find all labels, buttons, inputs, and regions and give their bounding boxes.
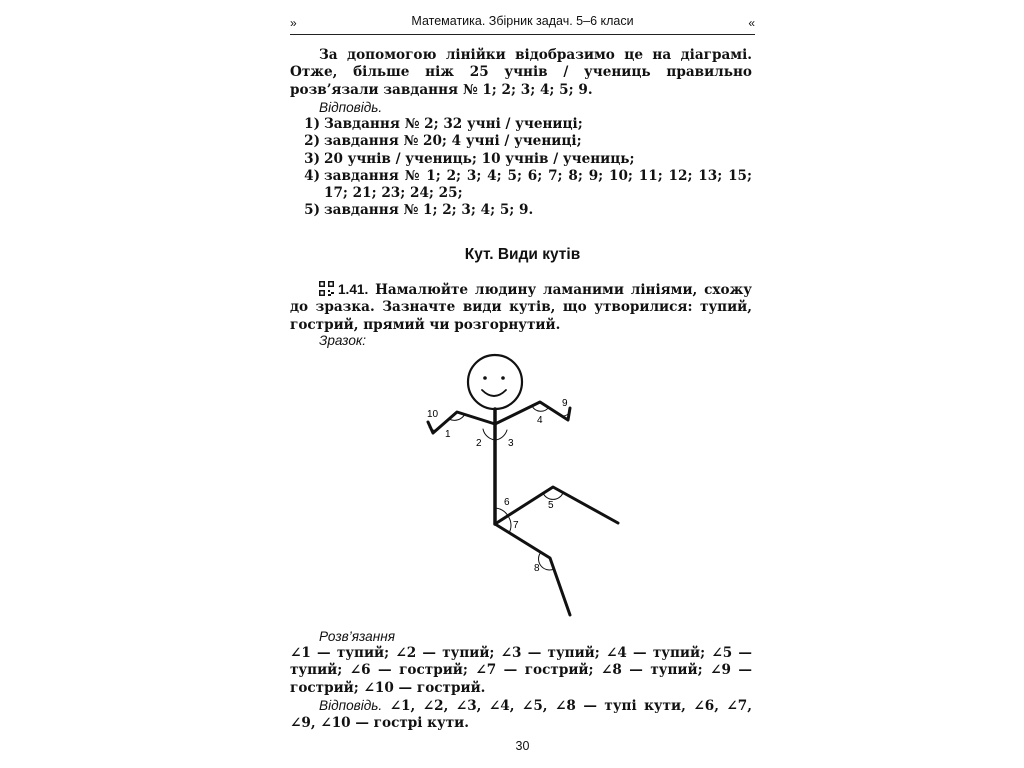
angle-label: 7 xyxy=(513,520,519,531)
solution-label-wrap xyxy=(290,628,752,646)
list-text: Завдання № 2; 32 учні / учениці; xyxy=(324,116,583,132)
angle-arc-2 xyxy=(483,429,495,440)
head xyxy=(468,355,522,409)
list-text: завдання № 1; 2; 3; 4; 5; 9. xyxy=(324,202,534,219)
solution-label: Розв’язання xyxy=(319,629,395,644)
right-leg xyxy=(495,487,618,524)
angle-arc-5 xyxy=(543,493,563,499)
list-num: 3) xyxy=(304,150,320,167)
solution-answer-label: Відповідь. xyxy=(319,698,383,713)
stick-figure-diagram xyxy=(410,350,630,620)
intro-paragraph: За допомогою лінійки відобразимо це на діаграмі. Отже, більше ніж 25 учнів / учениць правильно розв’язали завдання № 1; 2; 3; 4; 5; 9. xyxy=(290,47,752,98)
header-quote-right: « xyxy=(748,16,755,30)
header-quote-left: » xyxy=(290,16,297,30)
left-leg xyxy=(495,524,570,615)
list-text: 20 учнів / учениць; 10 учнів / учениць; xyxy=(324,150,635,167)
page-number: 30 xyxy=(515,739,530,753)
problem-text: Намалюйте людину ламаними лініями, схожу до зразка. Зазначте види кутів, що утворилися: тупий, гострий, прямий чи розгорнутий. xyxy=(290,282,752,333)
list-item xyxy=(290,133,752,150)
answer-label-wrap xyxy=(290,99,752,117)
answer-label: Відповідь. xyxy=(319,100,383,115)
page xyxy=(290,0,755,768)
list-num: 5) xyxy=(304,202,320,219)
list-text: завдання № 20; 4 учні / учениці; xyxy=(324,133,582,150)
answer-list xyxy=(290,116,752,220)
sample-label-wrap xyxy=(290,332,752,350)
section-title: Кут. Види кутів xyxy=(464,246,581,263)
list-num: 1) xyxy=(304,116,320,132)
sample-label: Зразок: xyxy=(319,333,367,348)
angle-arc-3 xyxy=(495,430,507,440)
angle-arc-6 xyxy=(495,508,508,516)
angle-label: 3 xyxy=(508,438,514,449)
list-item xyxy=(290,168,752,203)
running-header xyxy=(290,12,755,35)
angle-label: 1 xyxy=(445,429,451,440)
list-item xyxy=(290,116,752,133)
list-num: 4) xyxy=(304,167,320,184)
right-eye xyxy=(501,376,505,380)
list-item xyxy=(290,151,752,168)
solution-answer-text: ∠1, ∠2, ∠3, ∠4, ∠5, ∠8 — тупі кути, ∠6, ∠7, ∠9, ∠10 — гострі кути. xyxy=(290,698,752,732)
angle-label: 8 xyxy=(534,563,540,574)
right-arm xyxy=(495,402,570,424)
left-eye xyxy=(483,376,487,380)
angle-label: 9 xyxy=(562,398,568,409)
angle-label: 5 xyxy=(548,500,554,511)
angle-label: 6 xyxy=(504,497,510,508)
list-item xyxy=(290,202,752,219)
problem-paragraph xyxy=(290,281,752,334)
list-text: завдання № 1; 2; 3; 4; 5; 6; 7; 8; 9; 10; 11; 12; 13; 15; 17; 21; 23; 24; 25; xyxy=(324,167,752,202)
angle-label: 10 xyxy=(427,409,439,420)
solution-text: ∠1 — тупий; ∠2 — тупий; ∠3 — тупий; ∠4 — тупий; ∠5 — тупий; ∠6 — гострий; ∠7 — гострий; ∠8 — тупий; ∠9 — гострий; ∠10 — гострий. xyxy=(290,645,752,696)
list-num: 2) xyxy=(304,133,320,150)
angle-label: 2 xyxy=(476,438,482,449)
mouth xyxy=(482,390,506,396)
solution-answer xyxy=(290,697,752,733)
angle-label: 4 xyxy=(537,415,543,426)
angle-arc-7 xyxy=(508,516,511,533)
problem-number: 1.41. xyxy=(338,282,369,297)
header-title: Математика. Збірник задач. 5–6 класи xyxy=(411,14,634,28)
qr-code-icon xyxy=(319,281,334,296)
